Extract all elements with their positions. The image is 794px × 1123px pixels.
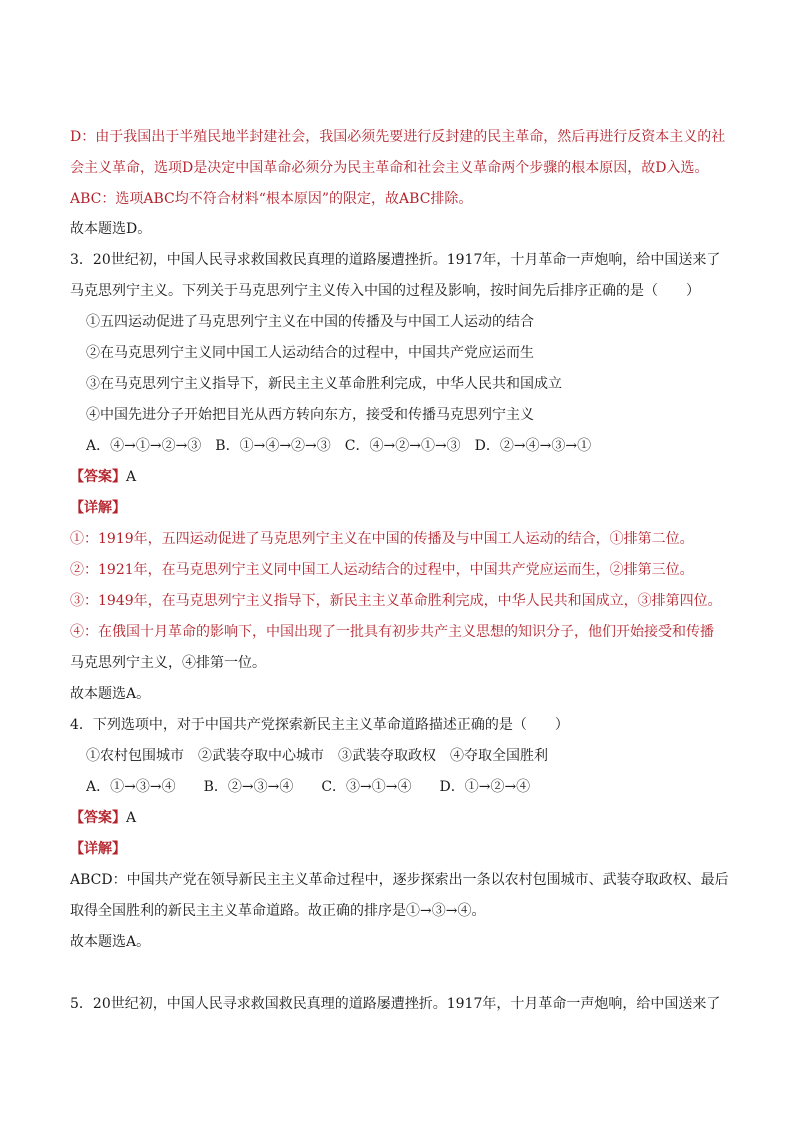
q3-options: A．④→①→②→③ B．①→④→②→③ C．④→②→①→③ D．②→④→③→① <box>86 438 592 454</box>
q2-explain-abc: ABC：选项ABC均不符合材料“根本原因”的限定，故ABC排除。 <box>70 191 473 207</box>
q4-options: A．①→③→④ B．②→③→④ C．③→①→④ D．①→②→④ <box>86 779 531 795</box>
q3-detail-line5: 马克思列宁主义，④排第一位。 <box>70 655 266 671</box>
q3-detail-line4: ④：在俄国十月革命的影响下，中国出现了一批具有初步共产主义思想的知识分子，他们开始接受和传播 <box>70 624 714 640</box>
q2-conclusion: 故本题选D。 <box>70 221 152 237</box>
q3-conclusion: 故本题选A。 <box>70 686 151 702</box>
q2-explain-d-line2: 会主义革命，选项D是决定中国革命必须分为民主革命和社会主义革命两个步骤的根本原因，故D入选。 <box>70 160 709 176</box>
q3-detail-heading <box>70 498 734 518</box>
q3-item-4: ④中国先进分子开始把目光从西方转向东方，接受和传播马克思列宁主义 <box>86 407 534 423</box>
q3-detail-line1: ①：1919年，五四运动促进了马克思列宁主义在中国的传播及与中国工人运动的结合，①排第二位。 <box>70 531 694 547</box>
q3-answer <box>70 467 734 487</box>
q5-stem-line1: 5．20世纪初，中国人民寻求救国救民真理的道路屡遭挫折。1917年，十月革命一声炮响，给中国送来了 <box>70 996 721 1012</box>
q4-stem: 4．下列选项中，对于中国共产党探索新民主主义革命道路描述正确的是（ ） <box>70 717 569 733</box>
q3-item-2: ②在马克思列宁主义同中国工人运动结合的过程中，中国共产党应运而生 <box>86 345 534 361</box>
q4-conclusion: 故本题选A。 <box>70 934 151 950</box>
q4-items: ①农村包围城市 ②武装夺取中心城市 ③武装夺取政权 ④夺取全国胜利 <box>86 748 548 764</box>
q4-answer-label: 【答案】 <box>70 810 126 826</box>
q3-stem-line1: 3．20世纪初，中国人民寻求救国救民真理的道路屡遭挫折。1917年，十月革命一声炮响，给中国送来了 <box>70 252 721 268</box>
q4-answer <box>70 808 734 828</box>
q3-answer-value: A <box>126 469 137 485</box>
q3-detail-line3: ③：1949年，在马克思列宁主义指导下，新民主主义革命胜利完成，中华人民共和国成立，③排第四位。 <box>70 593 722 609</box>
q4-answer-value: A <box>126 810 137 826</box>
q3-item-3: ③在马克思列宁主义指导下，新民主主义革命胜利完成，中华人民共和国成立 <box>86 376 562 392</box>
q2-explain-d-line1: D：由于我国出于半殖民地半封建社会，我国必须先要进行反封建的民主革命，然后再进行反资本主义的社 <box>70 129 726 145</box>
q3-detail-line2: ②：1921年，在马克思列宁主义同中国工人运动结合的过程中，中国共产党应运而生，②排第三位。 <box>70 562 694 578</box>
q4-detail-line1: ABCD：中国共产党在领导新民主主义革命过程中，逐步探索出一条以农村包围城市、武装夺取政权、最后 <box>70 872 729 888</box>
q3-detail-label: 【详解】 <box>70 500 126 516</box>
q4-detail-heading <box>70 839 734 859</box>
q4-detail-line2: 取得全国胜利的新民主主义革命道路。故正确的排序是①→③→④。 <box>70 903 486 919</box>
q3-stem-line2: 马克思列宁主义。下列关于马克思列宁主义传入中国的过程及影响，按时间先后排序正确的是（ ） <box>70 283 700 299</box>
q3-item-1: ①五四运动促进了马克思列宁主义在中国的传播及与中国工人运动的结合 <box>86 314 534 330</box>
q3-answer-label: 【答案】 <box>70 469 126 485</box>
q4-detail-label: 【详解】 <box>70 841 126 857</box>
